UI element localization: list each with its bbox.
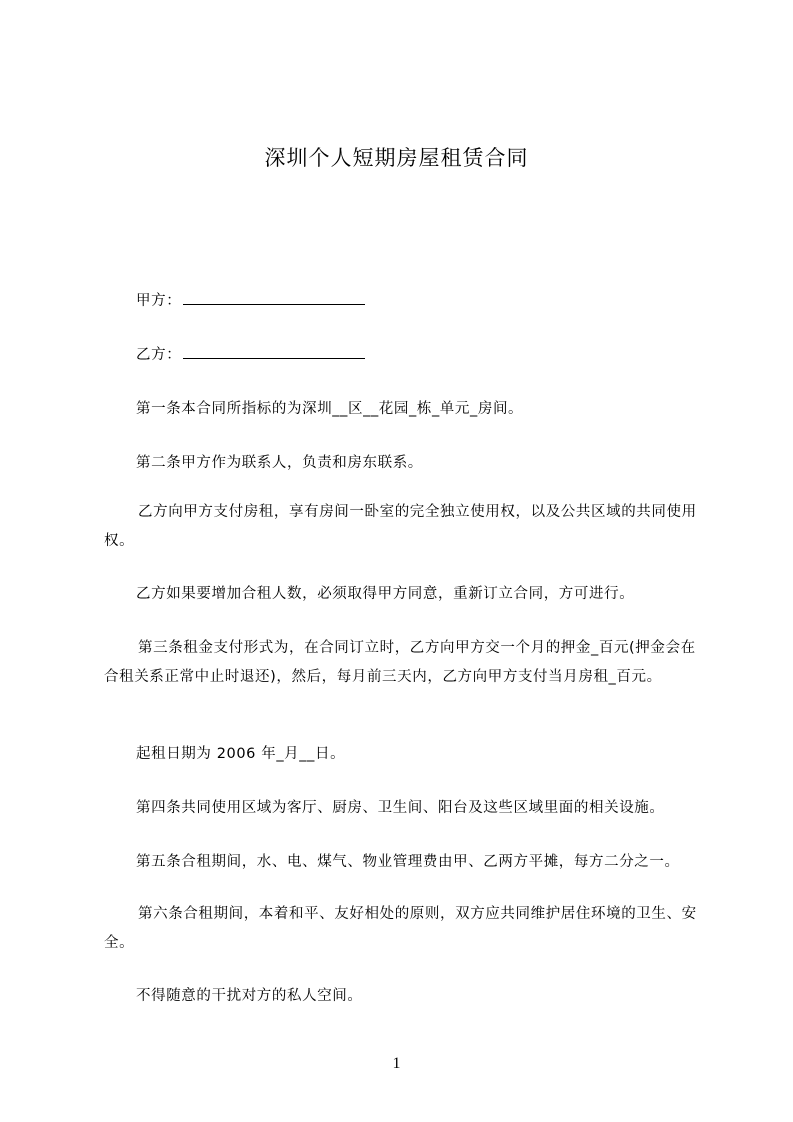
clause-2-additional: 乙方如果要增加合租人数，必须取得甲方同意，重新订立合同，方可进行。 [136,586,635,602]
party-b-line [104,341,704,370]
party-b-label: 乙方： [136,347,182,363]
document-title: 深圳个人短期房屋租赁合同 [264,146,529,170]
clause-1: 第一条本合同所指标的为深圳__区__花园_栋_单元_房间。 [136,401,524,417]
clause-6-continued: 不得随意的干扰对方的私人空间。 [136,988,363,1004]
clause-5: 第五条合租期间，水、电、煤气、物业管理费由甲、乙两方平摊，每方二分之一。 [136,854,680,870]
party-b-blank [183,344,365,359]
clause-2: 第二条甲方作为联系人，负责和房东联系。 [136,455,423,471]
party-a-line [104,287,704,316]
clause-4: 第四条共同使用区域为客厅、厨房、卫生间、阳台及这些区域里面的相关设施。 [136,800,665,816]
party-a-blank [183,290,365,305]
clause-3: 第三条租金支付形式为，在合同订立时，乙方向甲方交一个月的押金_百元(押金会在合租关系正常中止时退还)，然后，每月前三天内，乙方向甲方支付当月房租_百元。 [104,640,696,685]
party-a-label: 甲方： [136,293,182,309]
clause-2-continued: 乙方向甲方支付房租，享有房间一卧室的完全独立使用权，以及公共区域的共同使用权。 [104,504,697,549]
clause-6: 第六条合租期间，本着和平、友好相处的原则，双方应共同维护居住环境的卫生、安全。 [104,906,697,951]
start-date: 起租日期为 2006 年_月__日。 [136,746,346,762]
page-number: 1 [392,1055,401,1072]
